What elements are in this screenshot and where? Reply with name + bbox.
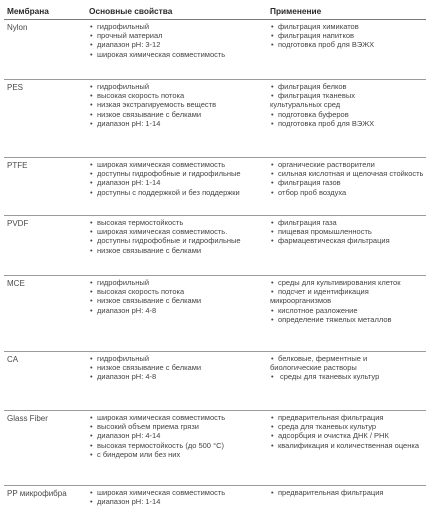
property-item: • диапазон рН: 4-8: [89, 306, 264, 315]
property-item: • широкая химическая совместимость.: [89, 227, 264, 236]
application-item: • фильтрация газов: [270, 178, 423, 187]
property-item: • диапазон рН: 1-14: [89, 178, 264, 187]
application-item: микроорганизмов: [270, 296, 332, 306]
property-item: • гидрофильный: [89, 354, 264, 363]
properties-list: [89, 413, 264, 459]
application-item: • белковые, ферментные и: [270, 354, 423, 363]
applications-list: [270, 488, 423, 497]
properties-cell: [86, 20, 267, 80]
property-item: • диапазон рН: 3-12: [89, 40, 264, 49]
property-item: • высокая термостойкость: [89, 218, 264, 227]
application-item: • среды для тканевых культур: [270, 372, 423, 381]
properties-cell: [86, 216, 267, 276]
property-item: • высокая термостойкость (до 500 °C): [89, 441, 264, 450]
applications-list: [270, 22, 423, 50]
applications-cell: [267, 216, 426, 276]
application-item: • среда для тканевых культур: [270, 422, 423, 431]
table-row: [4, 158, 426, 216]
application-item: • фармацевтическая фильтрация: [270, 236, 423, 245]
properties-cell: [86, 352, 267, 411]
properties-cell: [86, 486, 267, 520]
header-applications: Применение: [267, 2, 426, 20]
application-item: • подсчет и идентификация: [270, 287, 423, 296]
membrane-name: Glass Fiber: [4, 411, 86, 486]
property-item: • высокий объем приема грязи: [89, 422, 264, 431]
property-item: • гидрофильный: [89, 22, 264, 31]
application-item: культуральных сред: [270, 100, 341, 110]
application-item: • фильтрация газа: [270, 218, 423, 227]
application-item: • пищевая промышленность: [270, 227, 423, 236]
property-item: • прочный материал: [89, 31, 264, 40]
property-item: • диапазон рН: 4-8: [89, 372, 264, 381]
property-item: • широкая химическая совместимость: [89, 488, 264, 497]
membrane-name: PVDF: [4, 216, 86, 276]
applications-cell: [267, 20, 426, 80]
properties-list: [89, 82, 264, 128]
properties-list: [89, 22, 264, 59]
applications-list: [270, 354, 423, 382]
property-item: • гидрофильный: [89, 82, 264, 91]
properties-cell: [86, 80, 267, 158]
application-item: • кислотное разложение: [270, 306, 423, 315]
properties-list: [89, 278, 264, 315]
property-item: • низкое связывание с белками: [89, 110, 264, 119]
table-row: [4, 276, 426, 352]
applications-cell: [267, 276, 426, 352]
membrane-name: PP микрофибра: [4, 486, 86, 520]
application-item: • органические растворители: [270, 160, 423, 169]
header-membrane: Мембрана: [4, 2, 86, 20]
application-item: • отбор проб воздуха: [270, 188, 423, 197]
membrane-name: Nylon: [4, 20, 86, 80]
application-item: • подготовка проб для ВЭЖХ: [270, 119, 423, 128]
property-item: • широкая химическая совместимость: [89, 413, 264, 422]
properties-list: [89, 488, 264, 506]
property-item: • доступны с поддержкой и без поддержки: [89, 188, 264, 197]
properties-cell: [86, 411, 267, 486]
application-item: • сильная кислотная и щелочная стойкость: [270, 169, 423, 178]
applications-list: [270, 218, 423, 246]
property-item: • диапазон рН: 1-14: [89, 119, 264, 128]
application-item: • предварительная фильтрация: [270, 413, 423, 422]
membrane-name: PTFE: [4, 158, 86, 216]
applications-cell: [267, 80, 426, 158]
property-item: • низкое связывание с белками: [89, 296, 264, 305]
header-properties: Основные свойства: [86, 2, 267, 20]
table-row: [4, 80, 426, 158]
application-item: • фильтрация белков: [270, 82, 423, 91]
application-item: • подготовка буферов: [270, 110, 423, 119]
membrane-name: CA: [4, 352, 86, 411]
property-item: • диапазон рН: 1-14: [89, 497, 264, 506]
membrane-name: PES: [4, 80, 86, 158]
property-item: • доступны гидрофобные и гидрофильные: [89, 169, 264, 178]
applications-cell: [267, 158, 426, 216]
properties-list: [89, 354, 264, 382]
property-item: • высокая скорость потока: [89, 287, 264, 296]
property-item: • с биндером или без них: [89, 450, 264, 459]
membrane-table: [4, 2, 426, 520]
applications-list: [270, 82, 423, 128]
table-row: [4, 411, 426, 486]
table-row: [4, 486, 426, 520]
property-item: • широкая химическая совместимость: [89, 160, 264, 169]
applications-cell: [267, 411, 426, 486]
property-item: • низкое связывание с белками: [89, 246, 264, 255]
table-row: [4, 352, 426, 411]
application-item: • подготовка проб для ВЭЖХ: [270, 40, 423, 49]
application-item: • адсорбция и очистка ДНК / РНК: [270, 431, 423, 440]
property-item: • доступны гидрофобные и гидрофильные: [89, 236, 264, 245]
properties-cell: [86, 158, 267, 216]
properties-list: [89, 160, 264, 197]
table-row: [4, 20, 426, 80]
property-item: • гидрофильный: [89, 278, 264, 287]
application-item: биологические растворы: [270, 363, 357, 373]
property-item: • высокая скорость потока: [89, 91, 264, 100]
table-header-row: [4, 2, 426, 20]
application-item: • фильтрация тканевых: [270, 91, 423, 100]
applications-cell: [267, 486, 426, 520]
property-item: • широкая химическая совместимость: [89, 50, 264, 59]
application-item: • определение тяжелых металлов: [270, 315, 423, 324]
application-item: • предварительная фильтрация: [270, 488, 423, 497]
properties-cell: [86, 276, 267, 352]
application-item: • фильтрация напитков: [270, 31, 423, 40]
applications-list: [270, 278, 423, 324]
applications-list: [270, 160, 423, 197]
application-item: • квалификация и количественная оценка: [270, 441, 423, 450]
property-item: • диапазон рН: 4-14: [89, 431, 264, 440]
property-item: • низкая экстрагируемость веществ: [89, 100, 264, 109]
applications-list: [270, 413, 423, 450]
table-row: [4, 216, 426, 276]
membrane-name: MCE: [4, 276, 86, 352]
properties-list: [89, 218, 264, 255]
applications-cell: [267, 352, 426, 411]
application-item: • среды для культивирования клеток: [270, 278, 423, 287]
table-body: [4, 20, 426, 520]
property-item: • низкое связывание с белками: [89, 363, 264, 372]
application-item: • фильтрация химикатов: [270, 22, 423, 31]
